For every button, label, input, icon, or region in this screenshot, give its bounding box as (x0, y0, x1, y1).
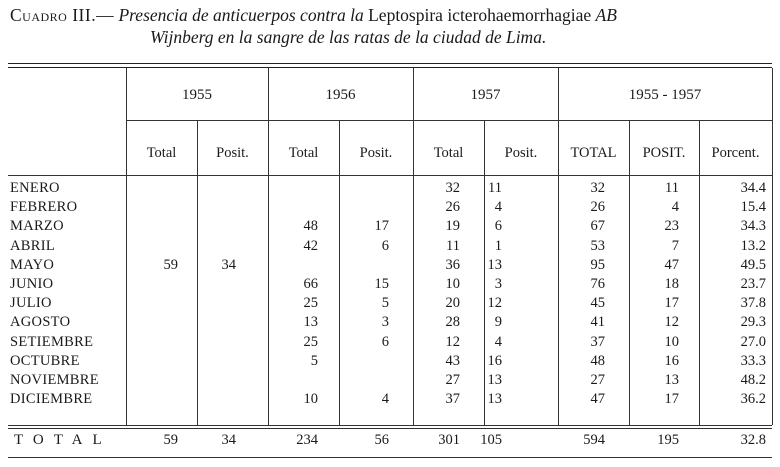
total-cell: 56 (374, 432, 389, 448)
row-month-label: NOVIEMBRE (10, 372, 99, 388)
table-cell: 10 (445, 276, 460, 292)
table-cell: 66 (303, 276, 318, 292)
table-cell: 26 (445, 199, 460, 215)
table-cell: 34.4 (740, 180, 766, 196)
table-cell: 13 (664, 372, 679, 388)
caption-lead: Cuadro III.— (10, 5, 115, 25)
v-line (699, 120, 700, 425)
table-cell: 27.0 (740, 334, 766, 350)
table-cell: 48 (303, 218, 318, 234)
v-line (772, 68, 773, 425)
table-cell: 36.2 (740, 391, 766, 407)
table-cell: 13 (303, 314, 318, 330)
table-cell: 45 (590, 295, 605, 311)
table-cell: 4 (381, 391, 389, 407)
table-cell: 11 (488, 180, 502, 196)
table-cell: 9 (494, 314, 502, 330)
row-month-label: OCTUBRE (10, 353, 80, 369)
table-cell: 3 (381, 314, 389, 330)
table-cell: 32 (445, 180, 460, 196)
subheader: Posit. (216, 145, 249, 161)
table-cell: 11 (665, 180, 679, 196)
table-cell: 34 (221, 257, 236, 273)
table-cell: 18 (664, 276, 679, 292)
table-cell: 17 (664, 391, 679, 407)
table-cell: 41 (590, 314, 605, 330)
v-line (339, 120, 340, 425)
table-cell: 20 (445, 295, 460, 311)
h-line-bottom (8, 457, 772, 458)
table-cell: 11 (446, 238, 460, 254)
table-cell: 43 (445, 353, 460, 369)
table-cell: 53 (590, 238, 605, 254)
table-cell: 15 (374, 276, 389, 292)
table-cell: 34.3 (740, 218, 766, 234)
total-cell: 32.8 (740, 432, 766, 448)
table-cell: 67 (590, 218, 605, 234)
table-cell: 5 (381, 295, 389, 311)
row-month-label: JULIO (10, 295, 52, 311)
table-cell: 48.2 (740, 372, 766, 388)
table-cell: 27 (590, 372, 605, 388)
subheader: Total (433, 145, 464, 161)
h-line-total-1 (8, 425, 772, 426)
caption-line2: Wijnberg en la sangre de las ratas de la ciudad de Lima. (150, 27, 547, 47)
subheader: Porcent. (711, 145, 760, 161)
table-cell: 36 (445, 257, 460, 273)
h-line-total-2 (8, 428, 772, 429)
table-cell: 16 (664, 353, 679, 369)
table-cell: 17 (664, 295, 679, 311)
row-month-label: SETIEMBRE (10, 334, 94, 350)
table-cell: 37 (445, 391, 460, 407)
total-cell: 195 (657, 432, 679, 448)
table-cell: 13.2 (740, 238, 766, 254)
table-cell: 10 (664, 334, 679, 350)
v-line (126, 68, 127, 425)
table-cell: 12 (664, 314, 679, 330)
table-cell: 49.5 (740, 257, 766, 273)
row-month-label: DICIEMBRE (10, 391, 93, 407)
table-cell: 48 (590, 353, 605, 369)
table-cell: 33.3 (740, 353, 766, 369)
table-cell: 4 (494, 199, 502, 215)
table-cell: 19 (445, 218, 460, 234)
table-cell: 42 (303, 238, 318, 254)
table-cell: 3 (494, 276, 502, 292)
subheader: TOTAL (570, 145, 617, 161)
total-cell: 234 (296, 432, 318, 448)
h-line-years (126, 120, 772, 121)
table-cell: 23 (664, 218, 679, 234)
row-month-label: ENERO (10, 180, 60, 196)
table-cell: 13 (487, 391, 502, 407)
table-cell: 47 (590, 391, 605, 407)
year-1957: 1957 (470, 87, 501, 103)
table-cell: 6 (381, 238, 389, 254)
table-cell: 10 (303, 391, 318, 407)
total-cell: 301 (438, 432, 460, 448)
table-cell: 1 (494, 238, 502, 254)
row-month-label: ABRIL (10, 238, 55, 254)
table-cell: 13 (487, 372, 502, 388)
table-cell: 17 (374, 218, 389, 234)
table-cell: 26 (590, 199, 605, 215)
table-cell: 25 (303, 295, 318, 311)
h-line-subheaders (8, 175, 772, 176)
row-month-label: MAYO (10, 257, 55, 273)
table-cell: 13 (487, 257, 502, 273)
table-cell: 6 (494, 218, 502, 234)
table-cell: 5 (310, 353, 318, 369)
table-cell: 76 (590, 276, 605, 292)
table-cell: 7 (671, 238, 679, 254)
subheader: Posit. (504, 145, 538, 161)
table-cell: 59 (163, 257, 178, 273)
year-range: 1955 - 1957 (628, 87, 702, 103)
table-cell: 95 (590, 257, 605, 273)
year-1955: 1955 (182, 87, 212, 103)
table-cell: 4 (671, 199, 679, 215)
table-cell: 16 (487, 353, 502, 369)
table-cell: 37 (590, 334, 605, 350)
subheader: Posit. (359, 145, 393, 161)
table-cell: 23.7 (740, 276, 766, 292)
caption-strain: AB (595, 5, 617, 25)
table-cell: 47 (664, 257, 679, 273)
subheader: POSIT. (642, 145, 686, 161)
total-cell: 34 (221, 432, 236, 448)
total-cell: 105 (480, 432, 502, 448)
year-1956: 1956 (325, 87, 356, 103)
table-cell: 37.8 (740, 295, 766, 311)
caption-part1: Presencia de anticuerpos contra la (118, 5, 364, 25)
table-cell: 25 (303, 334, 318, 350)
caption-organism: Leptospira icterohaemorrhagiae (368, 5, 592, 25)
row-month-label: AGOSTO (10, 314, 71, 330)
row-month-label: FEBRERO (10, 199, 78, 215)
row-month-label: MARZO (10, 218, 64, 234)
table-cell: 15.4 (740, 199, 766, 215)
table-cell: 4 (494, 334, 502, 350)
table-cell: 6 (381, 334, 389, 350)
table-cell: 12 (445, 334, 460, 350)
table-cell: 28 (445, 314, 460, 330)
top-rule-2 (8, 67, 772, 68)
table-caption (10, 4, 770, 47)
subheader: Total (288, 145, 319, 161)
table-cell: 12 (487, 295, 502, 311)
table-cell: 27 (445, 372, 460, 388)
total-row-label: TOTAL (14, 432, 112, 448)
total-cell: 59 (163, 432, 178, 448)
table-cell: 29.3 (740, 314, 766, 330)
row-month-label: JUNIO (10, 276, 54, 292)
total-cell: 594 (583, 432, 605, 448)
subheader: Total (146, 145, 177, 161)
table-cell: 32 (590, 180, 605, 196)
top-rule-1 (8, 63, 772, 64)
